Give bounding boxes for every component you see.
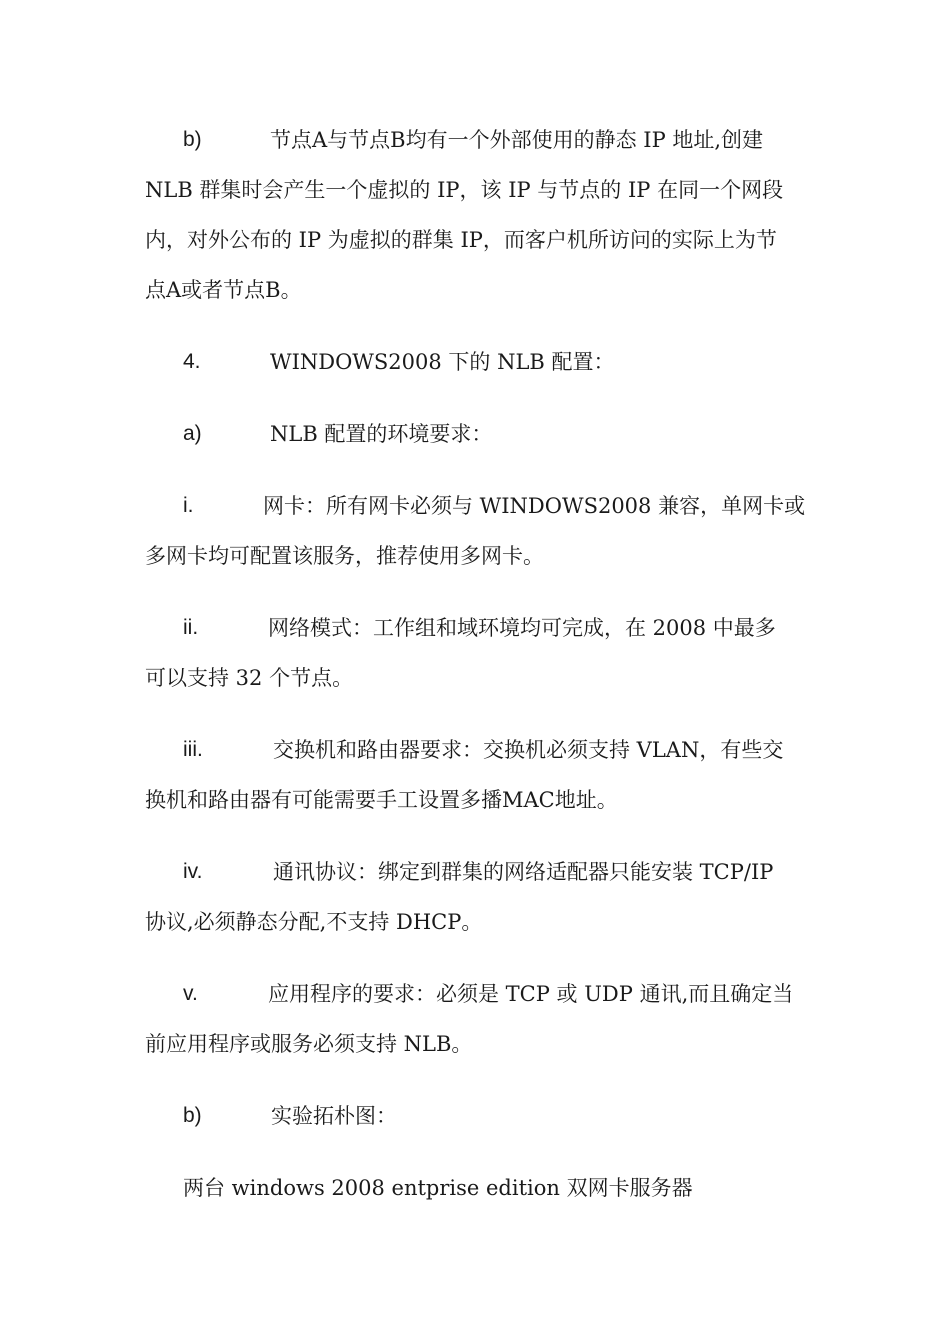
paragraph-b-node-ip [145, 115, 810, 315]
text-line: 前应用程序或服务必须支持 NLB。 [145, 1032, 473, 1056]
text-line: 交换机和路由器要求：交换机必须支持 VLAN，有些交 [273, 738, 784, 762]
text-line: 点A或者节点B。 [145, 278, 302, 302]
list-marker: 4. [183, 350, 201, 373]
text-line: WINDOWS2008 下的 NLB 配置： [270, 350, 615, 374]
paragraph-i-nic [145, 481, 810, 581]
paragraph-b-topology [145, 1091, 810, 1141]
list-marker: v. [183, 982, 198, 1005]
text-line: 可以支持 32 个节点。 [145, 666, 354, 690]
text-line: NLB 配置的环境要求： [270, 422, 493, 446]
paragraph-a-requirements [145, 409, 810, 459]
text-line: 协议,必须静态分配,不支持 DHCP。 [145, 910, 483, 934]
text-line: 内，对外公布的 IP 为虚拟的群集 IP，而客户机所访问的实际上为节 [145, 228, 777, 252]
list-marker: b) [183, 128, 202, 151]
text-line: 两台 windows 2008 entprise edition 双网卡服务器 [183, 1176, 693, 1200]
paragraph-iii-switch [145, 725, 810, 825]
text-line: 多网卡均可配置该服务，推荐使用多网卡。 [145, 544, 544, 568]
list-marker: iii. [183, 738, 203, 761]
paragraph-v-application [145, 969, 810, 1069]
list-marker: b) [183, 1104, 202, 1127]
text-line: 应用程序的要求：必须是 TCP 或 UDP 通讯,而且确定当 [268, 982, 794, 1006]
text-line: 实验拓朴图： [271, 1104, 397, 1128]
paragraph-iv-protocol [145, 847, 810, 947]
list-marker: a) [183, 422, 202, 445]
list-marker: ii. [183, 616, 199, 639]
text-line: 节点A与节点B均有一个外部使用的静态 IP 地址,创建 [270, 128, 764, 152]
text-line: NLB 群集时会产生一个虚拟的 IP，该 IP 与节点的 IP 在同一个网段 [145, 178, 784, 202]
list-marker: i. [183, 494, 194, 517]
paragraph-ii-network-mode [145, 603, 810, 703]
section-heading-4 [145, 337, 810, 387]
text-line: 通讯协议：绑定到群集的网络适配器只能安装 TCP/IP [273, 860, 774, 884]
list-marker: iv. [183, 860, 203, 883]
text-line: 换机和路由器有可能需要手工设置多播MAC地址。 [145, 788, 618, 812]
text-line: 网络模式：工作组和域环境均可完成，在 2008 中最多 [268, 616, 776, 640]
paragraph-servers [145, 1163, 810, 1213]
text-line: 网卡：所有网卡必须与 WINDOWS2008 兼容，单网卡或 [263, 494, 806, 518]
